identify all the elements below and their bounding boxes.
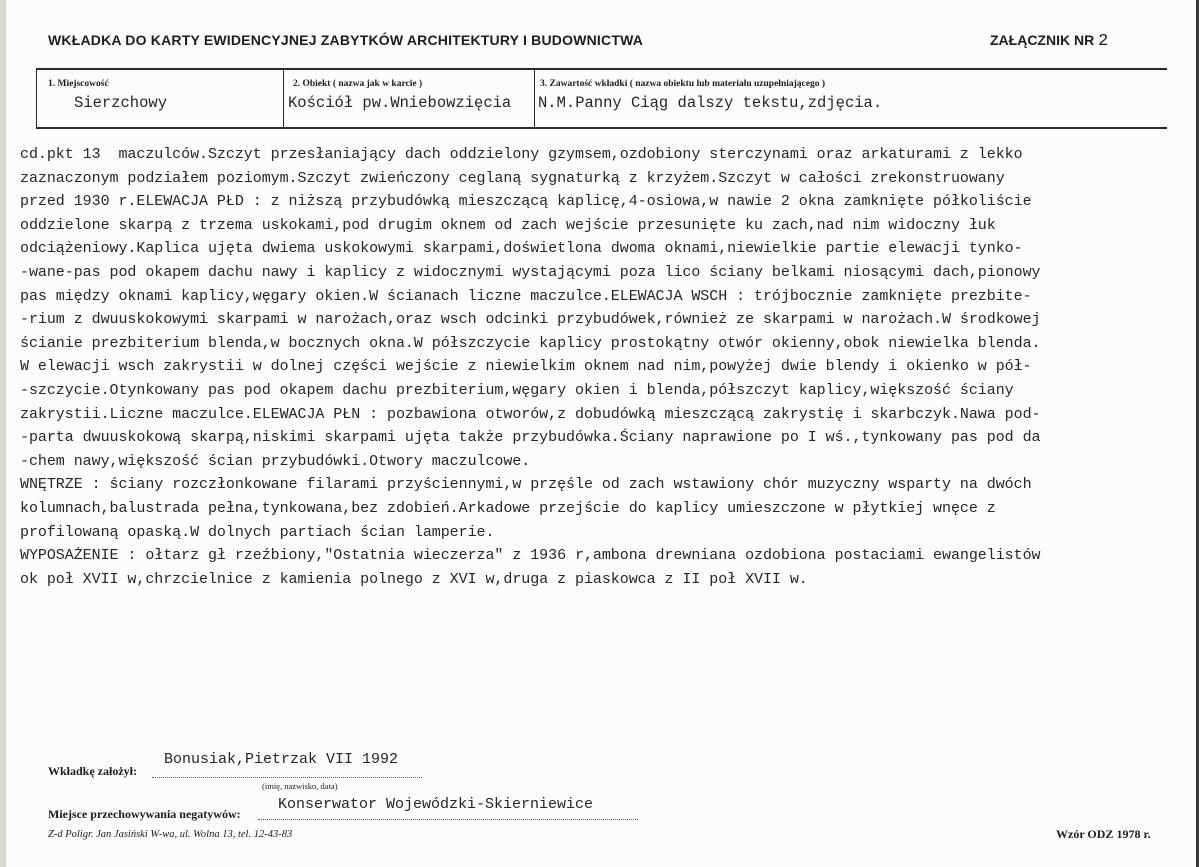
table-divider-1 (283, 68, 284, 129)
locality-label: 1. Miejscowość (48, 79, 109, 89)
table-divider-2 (534, 68, 535, 129)
storage-dotted-line (258, 819, 638, 820)
form-title: WKŁADKA DO KARTY EWIDENCYJNEJ ZABYTKÓW ARCHITEKTURY I BUDOWNICTWA (48, 32, 644, 48)
text-line: -wane-pas pod okapem dachu nawy i kaplicy z widocznymi wystającymi poza lico ściany belkami niosącymi dach,pionowy (20, 263, 1041, 281)
founded-hint: (imię, nazwisko, data) (262, 781, 338, 791)
object-value: Kościół pw.Wniebowzięcia (288, 94, 512, 112)
content-value: N.M.Panny Ciąg dalszy tekstu,zdjęcia. (538, 94, 883, 112)
text-line: WYPOSAŻENIE : ołtarz gł rzeźbiony,"Ostatnia wieczerza" z 1936 r,ambona drewniana ozdobiona postaciami ewangelistów (20, 547, 1041, 565)
form-identifier: Wzór ODZ 1978 r. (1056, 827, 1151, 841)
text-line: zakrystii.Liczne maczulce.ELEWACJA PŁN : pozbawiona otworów,z dobudówką mieszczącą zakrystię i skarbczyk.Nawa pod- (20, 405, 1041, 423)
text-line: -szczycie.Otynkowany pas pod okapem dachu prezbiterium,węgary okien i blenda,półszczyt kaplicy,większość ściany (20, 381, 1014, 399)
locality-value: Sierzchowy (74, 94, 168, 112)
founded-label: Wkładkę założył: (48, 764, 137, 778)
text-line: zaznaczonym podziałem poziomym.Szczyt zwieńczony ceglaną sygnaturką z krzyżem.Szczyt w całości zrekonstruowany (20, 169, 1005, 187)
storage-label: Miejsce przechowywania negatywów: (48, 807, 241, 821)
annex-number: 2 (1098, 32, 1109, 51)
text-line: ok poł XVII w,chrzcielnice z kamienia polnego z XVI w,druga z piaskowca z II poł XVII w. (20, 570, 808, 588)
content-label: 3. Zawartość wkładki ( nazwa obiektu lub materiału uzupełniającego ) (540, 79, 826, 89)
founded-value: Bonusiak,Pietrzak VII 1992 (164, 751, 399, 768)
table-top-rule (36, 68, 1167, 70)
card-edge-left (0, 0, 6, 867)
text-line: przed 1930 r.ELEWACJA PŁD : z niższą przybudówką mieszczącą kaplicę,4-osiowa,w nawie 2 okna zamknięte półkoliście (20, 193, 1032, 211)
text-line: WNĘTRZE : ściany rozczłonkowane filarami przyściennymi,w przęśle od zach wstawiony chór muzyczny wsparty na dwóch (20, 476, 1032, 494)
text-line: cd.pkt 13 maczulców.Szczyt przesłaniający dach oddzielony gzymsem,ozdobiony sterczynami oraz arkaturami z lekko (20, 146, 1023, 163)
annex-label (990, 32, 1108, 51)
text-line: kolumnach,balustrada pełna,tynkowana,bez zdobień.Arkadowe przejście do kaplicy umieszczone w płytkiej wnęce z (20, 499, 996, 517)
text-line: pas między oknami kaplicy,węgary okien.W ścianach liczne maczulce.ELEWACJA WSCH : trójbocznie zamknięte prezbite- (20, 287, 1032, 305)
text-line: profilowaną opaską.W dolnych partiach ścian lamperie. (20, 523, 495, 541)
text-line: ścianie prezbiterium blenda,w bocznych okna.W półszczycie kaplicy prostokątny otwór okienny,obok niewielka blenda. (20, 334, 1041, 352)
text-line: odciążeniowy.Kaplica ujęta dwiema uskokowymi skarpami,doświetlona dwoma oknami,niewielkie partie elewacji tynko- (20, 240, 1023, 258)
text-line: -rium z dwuuskokowymi skarpami w narożach,oraz wsch odcinki przybudówek,również ze skarpami w narożach.W środkowej (20, 311, 1041, 329)
table-bottom-rule (36, 127, 1167, 129)
founded-dotted-line (152, 777, 422, 778)
annex-label-text: ZAŁĄCZNIK NR (990, 32, 1095, 48)
printer-imprint: Z-d Poligr. Jan Jasiński W-wa, ul. Wolna 13, tel. 12-43-83 (48, 829, 293, 840)
text-line: oddzielone skarpą z trzema uskokami,pod drugim oknem od zach wejście przesunięte ku zach,nad nim widoczny łuk (20, 216, 996, 234)
object-label: 2. Obiekt ( nazwa jak w karcie ) (293, 79, 423, 89)
description-text (20, 143, 1040, 591)
text-line: -chem nawy,większość ścian przybudówki.Otwory maczulcowe. (20, 452, 531, 470)
table-divider-left (36, 68, 37, 129)
storage-value: Konserwator Wojewódzki-Skierniewice (278, 796, 594, 813)
text-line: W elewacji wsch zakrystii w dolnej części wejście z niewielkim oknem nad nim,powyżej dwie blendy i okienko w pół- (20, 358, 1032, 376)
text-line: -parta dwuuskokową skarpą,niskimi skarpami ujęta także przybudówka.Ściany naprawione po I wś.,tynkowany pas pod da (20, 429, 1041, 447)
